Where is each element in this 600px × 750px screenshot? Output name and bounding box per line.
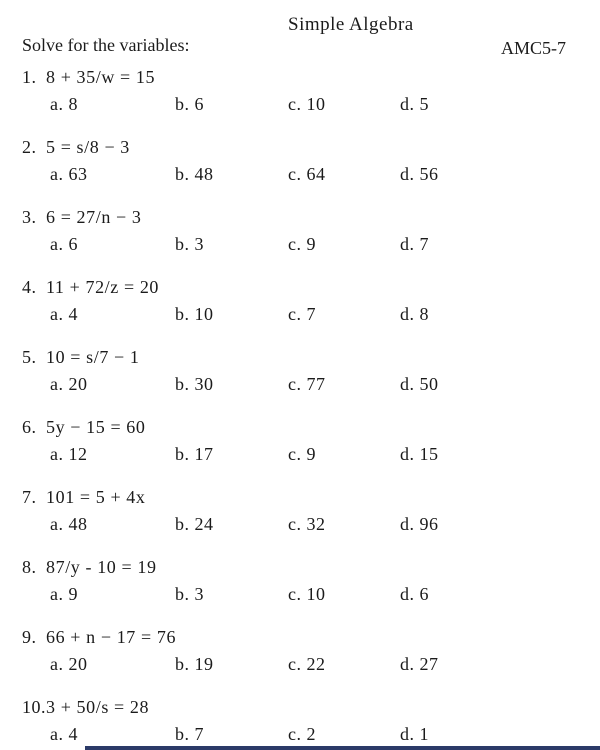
answer-choice: b. 17 [175,444,214,464]
answer-choice: a. 20 [50,374,88,394]
problem-equation: 6 = 27/n − 3 [46,207,142,227]
problem-statement [22,136,600,158]
answer-choice: d. 7 [400,234,429,254]
problem-equation: 10 = s/7 − 1 [46,347,140,367]
answer-choices-row [50,584,600,604]
problem-number: 8. [22,557,37,577]
answer-choice: c. 10 [288,94,326,114]
answer-choices-row [50,164,600,184]
problem-equation: 5y − 15 = 60 [46,417,146,437]
answer-choice: b. 30 [175,374,214,394]
answer-choice: d. 1 [400,724,429,744]
problem-statement [22,346,600,368]
problem [22,626,600,696]
problem-number: 2. [22,137,37,157]
answer-choice: d. 5 [400,94,429,114]
answer-choice: b. 6 [175,94,204,114]
problem-equation: 87/y - 10 = 19 [46,557,157,577]
problem [22,346,600,416]
answer-choice: b. 24 [175,514,214,534]
problem-statement [22,626,600,648]
problem-equation: 11 + 72/z = 20 [46,277,160,297]
answer-choice: d. 96 [400,514,439,534]
answer-choice: c. 64 [288,164,326,184]
problem [22,66,600,136]
answer-choice: b. 3 [175,584,204,604]
problem-equation: 66 + n − 17 = 76 [46,627,177,647]
answer-choice: a. 6 [50,234,78,254]
answer-choice: a. 4 [50,724,78,744]
worksheet-code: AMC5-7 [500,38,566,58]
answer-choice: b. 3 [175,234,204,254]
answer-choice: d. 27 [400,654,439,674]
problem-statement [22,206,600,228]
answer-choice: b. 48 [175,164,214,184]
answer-choice: c. 77 [288,374,326,394]
problem [22,206,600,276]
answer-choice: d. 15 [400,444,439,464]
problem [22,276,600,346]
problem-statement [22,486,600,508]
problem-number: 4. [22,277,37,297]
answer-choice: d. 56 [400,164,439,184]
bottom-bar [85,746,600,750]
problem-equation: 5 = s/8 − 3 [46,137,130,157]
problem [22,486,600,556]
problem-number: 6. [22,417,37,437]
problem-statement [22,416,600,438]
problem-statement [22,556,600,578]
worksheet-instruction: Solve for the variables: [22,35,190,55]
answer-choices-row [50,374,600,394]
problem-statement [22,276,600,298]
problem [22,136,600,206]
answer-choice: c. 22 [288,654,326,674]
answer-choice: a. 48 [50,514,88,534]
answer-choice: b. 7 [175,724,204,744]
answer-choice: c. 2 [288,724,316,744]
answer-choices-row [50,514,600,534]
answer-choices-row [50,724,600,744]
answer-choices-row [50,654,600,674]
answer-choices-row [50,304,600,324]
answer-choices-row [50,444,600,464]
answer-choice: c. 32 [288,514,326,534]
answer-choice: a. 12 [50,444,88,464]
problem-number: 5. [22,347,37,367]
answer-choice: c. 9 [288,444,316,464]
problem-number: 1. [22,67,37,87]
problem [22,556,600,626]
problem-statement [22,66,600,88]
problem-equation: 101 = 5 + 4x [46,487,146,507]
answer-choice: d. 50 [400,374,439,394]
problem-number: 3. [22,207,37,227]
problem-number: 9. [22,627,37,647]
problem [22,696,600,750]
answer-choice: a. 8 [50,94,78,114]
problem-number: 10. [22,697,46,717]
problem-number: 7. [22,487,37,507]
answer-choice: b. 10 [175,304,214,324]
answer-choice: c. 10 [288,584,326,604]
answer-choice: d. 6 [400,584,429,604]
answer-choice: b. 19 [175,654,214,674]
answer-choice: a. 63 [50,164,88,184]
problem-list [22,66,600,750]
answer-choice: a. 4 [50,304,78,324]
answer-choices-row [50,94,600,114]
answer-choice: a. 20 [50,654,88,674]
page-title: Simple Algebra [288,14,414,35]
answer-choice: c. 9 [288,234,316,254]
answer-choice: c. 7 [288,304,316,324]
answer-choice: d. 8 [400,304,429,324]
problem [22,416,600,486]
answer-choice: a. 9 [50,584,78,604]
problem-equation: 3 + 50/s = 28 [46,697,150,717]
answer-choices-row [50,234,600,254]
problem-equation: 8 + 35/w = 15 [46,67,156,87]
problem-statement [22,696,600,718]
